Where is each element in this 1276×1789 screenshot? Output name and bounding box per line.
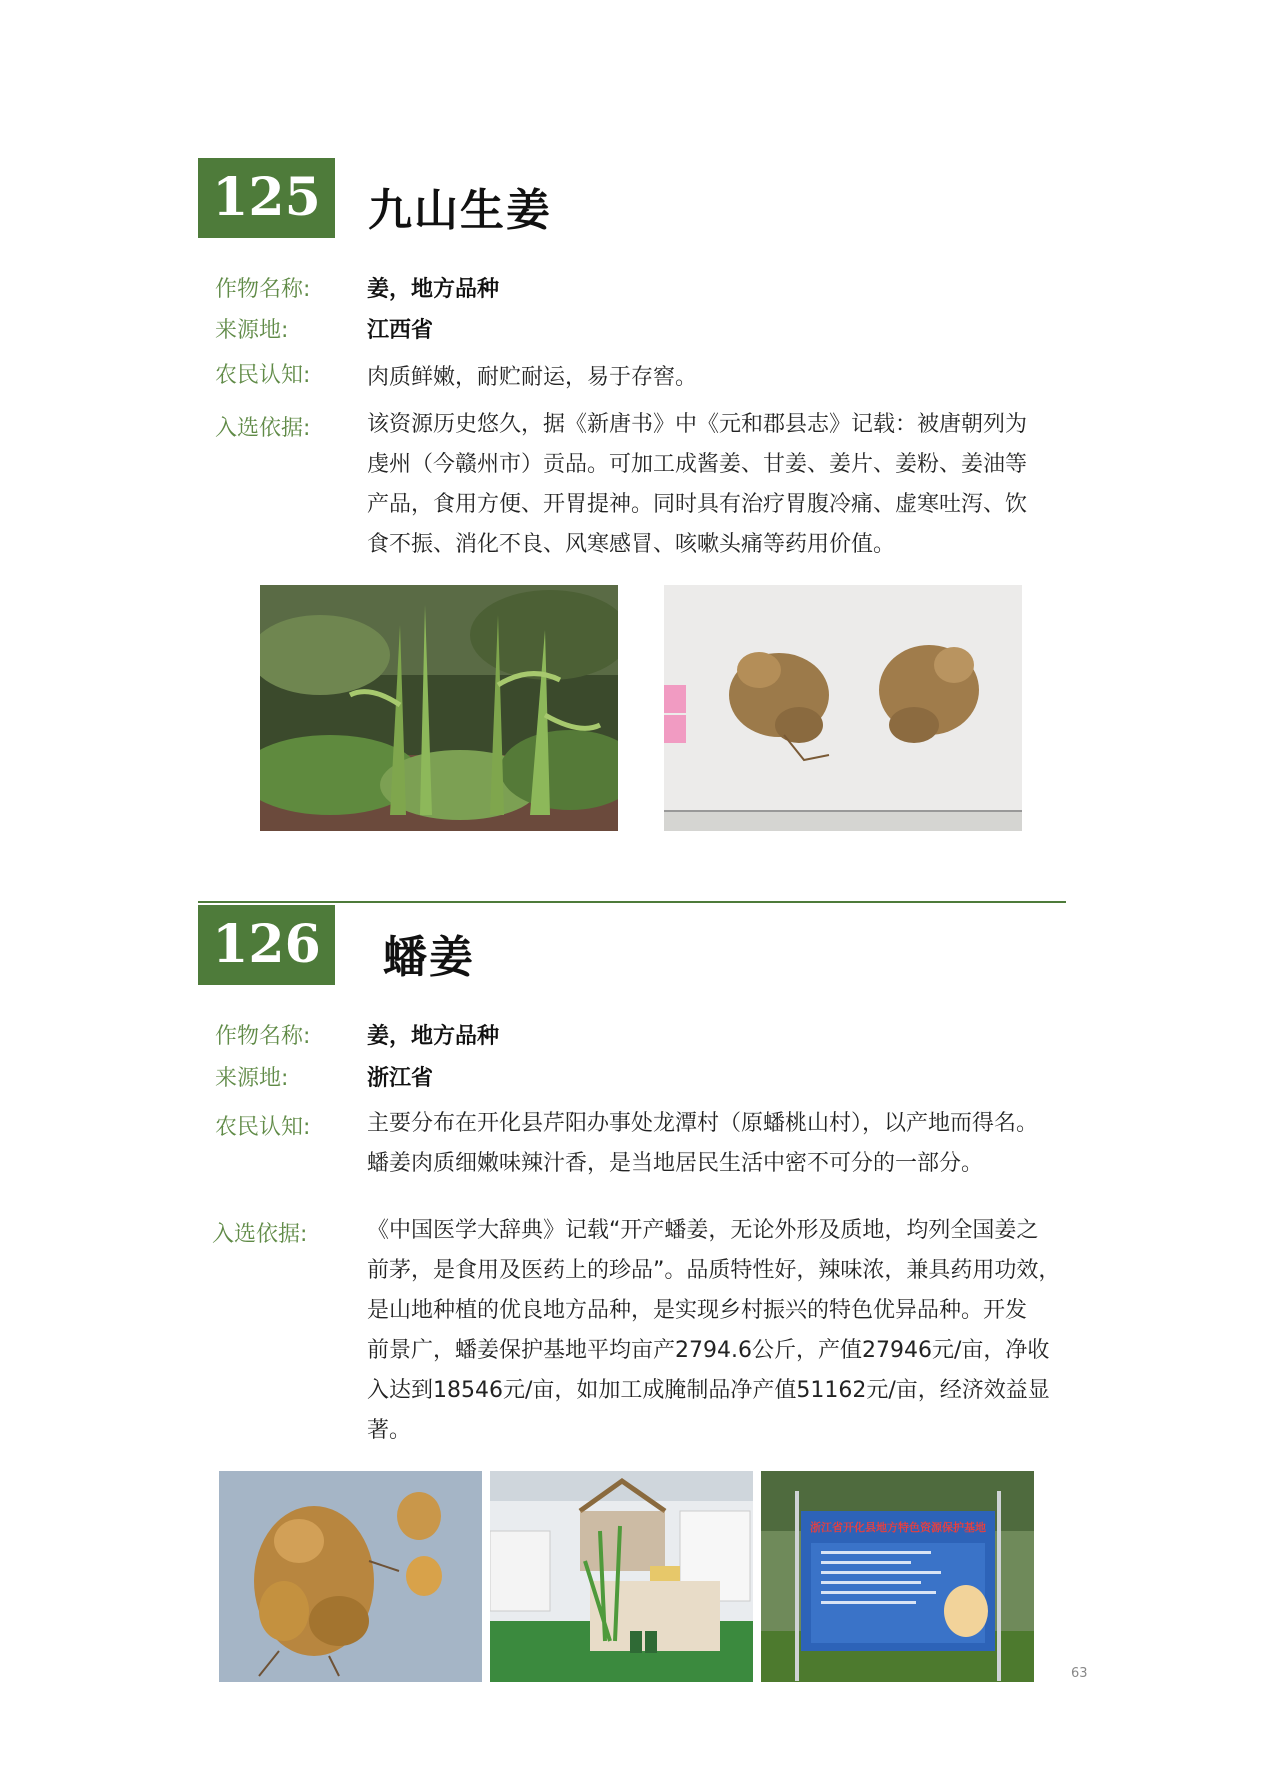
farmer-knowledge-line: 肉质鲜嫩，耐贮耐运，易于存窖。	[367, 365, 698, 390]
selection-basis-line: 食不振、消化不良、风寒感冒、咳嗽头痛等药用价值。	[367, 532, 896, 557]
crop-name-value: 姜，地方品种	[367, 1024, 500, 1049]
entry-title: 九山生姜	[368, 185, 552, 236]
crop-name-value: 姜，地方品种	[367, 277, 500, 302]
selection-basis-line: 前景广，蟠姜保护基地平均亩产2794.6公斤，产值27946元/亩，净收	[367, 1338, 1050, 1363]
selection-basis-label: 入选依据:	[212, 1222, 308, 1247]
selection-basis-text	[367, 405, 1067, 565]
selection-basis-text	[367, 1211, 1067, 1451]
ginger-plants-photo	[260, 585, 618, 831]
ginger-pile-photo	[219, 1471, 482, 1682]
entry-number-badge: 126	[198, 905, 335, 985]
origin-label: 来源地:	[215, 318, 289, 343]
farmer-knowledge-text	[367, 358, 1067, 398]
farmer-knowledge-label: 农民认知:	[215, 1115, 311, 1140]
conservation-base-sign-photo	[761, 1471, 1034, 1682]
selection-basis-line: 前茅，是食用及医药上的珍品”。品质特性好，辣味浓，兼具药用功效，	[367, 1258, 1061, 1283]
crop-name-label: 作物名称:	[215, 277, 311, 302]
farmer-knowledge-line: 主要分布在开化县芹阳办事处龙潭村（原蟠桃山村），以产地而得名。	[367, 1111, 1039, 1136]
origin-label: 来源地:	[215, 1066, 289, 1091]
selection-basis-line: 入达到18546元/亩，如加工成腌制品净产值51162元/亩，经济效益显著。	[367, 1378, 1050, 1443]
origin-value: 浙江省	[367, 1066, 434, 1091]
farmer-knowledge-label: 农民认知:	[215, 363, 311, 388]
selection-basis-line: 《中国医学大辞典》记载“开产蟠姜，无论外形及质地，均列全国姜之	[367, 1218, 1039, 1243]
exhibition-booth-photo	[490, 1471, 753, 1682]
farmer-knowledge-line: 蟠姜肉质细嫩味辣汁香，是当地居民生活中密不可分的一部分。	[367, 1151, 984, 1176]
page-number: 63	[1071, 1666, 1088, 1681]
sign-title: 浙江省开化县地方特色资源保护基地	[810, 1521, 986, 1534]
crop-name-label: 作物名称:	[215, 1024, 311, 1049]
ginger-rhizomes-photo	[664, 585, 1022, 831]
selection-basis-line: 产品，食用方便、开胃提神。同时具有治疗胃腹冷痛、虚寒吐泻、饮	[367, 492, 1028, 517]
entry-number-badge: 125	[198, 158, 335, 238]
section-divider	[198, 901, 1066, 903]
selection-basis-label: 入选依据:	[215, 416, 311, 441]
selection-basis-line: 是山地种植的优良地方品种，是实现乡村振兴的特色优异品种。开发	[367, 1298, 1028, 1323]
origin-value: 江西省	[367, 318, 434, 343]
selection-basis-line: 虔州（今赣州市）贡品。可加工成酱姜、甘姜、姜片、姜粉、姜油等	[367, 452, 1028, 477]
farmer-knowledge-text	[367, 1104, 1067, 1184]
entry-title: 蟠姜	[383, 932, 475, 983]
selection-basis-line: 该资源历史悠久，据《新唐书》中《元和郡县志》记载：被唐朝列为	[367, 412, 1028, 437]
